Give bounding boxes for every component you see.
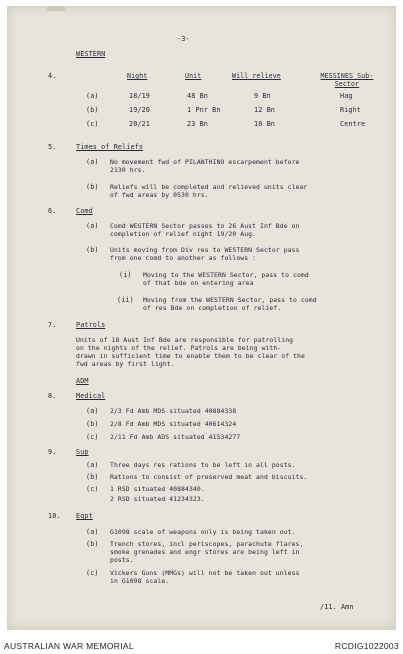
item-6ii-line2: of res Bde on completion of relief. [143, 304, 282, 312]
item-9b-text: Rations to consist of preserved meat and biscuits. [110, 473, 308, 481]
item-5b-line1: Reliefs will be completed and relieved units clear [110, 183, 308, 191]
item-8a-label: (a) [86, 407, 99, 415]
item-5-title: Times of Reliefs [76, 143, 144, 151]
item-8-title: Medical [76, 392, 106, 400]
item-4a-night: 18/19 [129, 92, 150, 100]
item-7-number: 7. [48, 321, 57, 329]
item-5-number: 5. [48, 143, 57, 151]
col-header-relieves: Will relieve [232, 72, 281, 80]
item-9c-text: 1 RSD situated 40884340. [110, 485, 205, 493]
item-6ii-line1: Moving from the WESTERN Sector, pass to comd [143, 296, 317, 304]
footer-record-id: RCDIG1022003 [334, 641, 399, 651]
item-4c-sector: Centre [340, 120, 366, 128]
item-9a-label: (a) [86, 461, 99, 469]
item-8c-text: 2/11 Fd Amb ADS situated 41534277 [110, 433, 241, 441]
item-10b-line3: posts. [110, 556, 134, 564]
item-5a-line1: No movement fwd of PILANTHINO escarpement before [110, 158, 300, 166]
item-4c-relieves: 10 Bn [254, 120, 275, 128]
page-number: -3- [177, 35, 190, 43]
item-10c-line1: Vickers Guns (MMGs) will not be taken out unless [110, 569, 300, 577]
item-7-line2: on the nights of the relief. Patrols are being with- [76, 344, 282, 352]
item-8a-text: 2/3 Fd Amb MDS situated 40884338 [110, 407, 237, 415]
item-10b-label: (b) [86, 540, 99, 548]
item-6b-label: (b) [86, 246, 99, 254]
item-7-line4: fwd areas by first light. [76, 360, 175, 368]
item-9-number: 9. [48, 448, 57, 456]
item-10-title: Eqpt [76, 512, 93, 520]
item-10a-label: (a) [86, 528, 99, 536]
item-6b-line1: Units moving from Div res to WESTERN Sector pass [110, 246, 300, 254]
item-5b-line2: of fwd areas by 0530 hrs. [110, 191, 209, 199]
item-5b-label: (b) [86, 183, 99, 191]
item-6-number: 6. [48, 207, 57, 215]
item-4b-sector: Right [340, 106, 361, 114]
item-6a-line1: Comd WESTERN Sector passes to 26 Aust Inf Bde on [110, 222, 300, 230]
item-6a-label: (a) [86, 222, 99, 230]
item-4b-label: (b) [86, 106, 99, 114]
paper-tab [47, 6, 65, 11]
item-5a-label: (a) [86, 158, 99, 166]
item-4a-relieves: 9 Bn [254, 92, 271, 100]
col-header-sector: MESSINES Sub-Sector [320, 72, 374, 88]
archive-footer [0, 638, 403, 654]
col-header-night: Night [127, 72, 148, 80]
item-7-title: Patrols [76, 321, 106, 329]
item-6i-label: (i) [119, 271, 132, 279]
item-8c-label: (c) [86, 433, 99, 441]
item-8-number: 8. [48, 392, 57, 400]
section-heading: WESTERN [76, 50, 106, 58]
item-4-number: 4. [48, 72, 57, 80]
col-header-unit: Unit [185, 72, 202, 80]
item-6-title: Comd [76, 207, 93, 215]
item-7-line1: Units of 18 Aust Inf Bde are responsible for patrolling [76, 336, 294, 344]
item-4c-label: (c) [86, 120, 99, 128]
continuation-note: /11. Amn [320, 603, 354, 611]
item-10c-label: (c) [86, 569, 99, 577]
item-4b-night: 19/20 [129, 106, 150, 114]
item-10c-line2: in G1098 scale. [110, 577, 170, 585]
adm-heading: ADM [76, 377, 89, 385]
item-10-number: 10. [48, 512, 61, 520]
item-8b-text: 2/8 Fd Amb MDS situated 40614324 [110, 420, 237, 428]
item-9b-label: (b) [86, 473, 99, 481]
item-4b-relieves: 12 Bn [254, 106, 275, 114]
document-page [7, 6, 396, 630]
item-6i-line2: of that bde on entering area [143, 279, 254, 287]
item-4a-unit: 48 Bn [187, 92, 208, 100]
item-10b-line2: smoke grenades and engr stores are being left in [110, 548, 300, 556]
item-4a-label: (a) [86, 92, 99, 100]
item-4c-unit: 23 Bn [187, 120, 208, 128]
item-7-line3: drawn in sufficient time to enable them to be clear of the [76, 352, 305, 360]
item-6b-line2: from one comd to another as follows : [110, 254, 257, 262]
item-9a-text: Three days res rations to be left in all posts. [110, 461, 296, 469]
item-6ii-label: (ii) [117, 296, 134, 304]
item-6i-line1: Moving to the WESTERN Sector, pass to comd [143, 271, 309, 279]
item-4a-sector: Hag [340, 92, 353, 100]
item-4b-unit: 1 Pnr Bn [187, 106, 221, 114]
item-10a-line1: G1098 scale of weapons only is being taken out. [110, 528, 296, 536]
item-10b-line1: Trench stores, incl periscopes, parachute flares, [110, 540, 304, 548]
item-9c-text-2: 2 RSD situated 41234323. [110, 495, 205, 503]
item-6a-line2: completion of relief night 19/20 Aug. [110, 230, 257, 238]
item-5a-line2: 2130 hrs. [110, 166, 146, 174]
footer-institution: AUSTRALIAN WAR MEMORIAL [4, 641, 134, 651]
item-4c-night: 20/21 [129, 120, 150, 128]
item-9c-label: (c) [86, 485, 99, 493]
item-8b-label: (b) [86, 420, 99, 428]
item-9-title: Sup [76, 448, 89, 456]
